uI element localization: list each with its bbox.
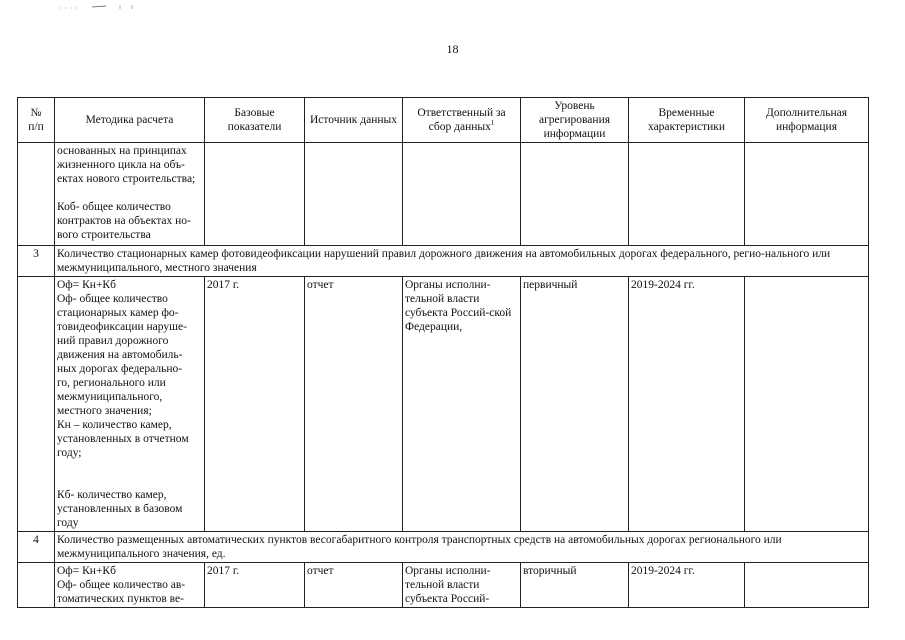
cell-source: отчет — [305, 563, 403, 608]
cell-source — [305, 143, 403, 246]
method-line: основанных на принципах — [57, 145, 187, 157]
cell-time: 2019-2024 гг. — [629, 563, 745, 608]
cell-extra — [745, 563, 869, 608]
section-title: Количество размещенных автоматических пунктов весогабаритного контроля транспортных средств на автомобильных дорогах регионального или межмуниципального значения, ед. — [55, 532, 869, 563]
cell-level: вторичный — [521, 563, 629, 608]
method-line: движения на автомобиль- — [57, 349, 183, 361]
cell-responsible: Органы исполни-тельной власти субъекта Россий-ской Федерации, — [403, 277, 521, 532]
cell-base — [205, 143, 305, 246]
header-level: Уровень агрегирования информации — [521, 98, 629, 143]
scan-artifact-marks — [60, 2, 180, 12]
method-line: контрактов на объектах но- — [57, 215, 191, 227]
method-line: установленных в базовом — [57, 503, 183, 515]
cell-base: 2017 г. — [205, 277, 305, 532]
method-line: установленных в отчетном — [57, 433, 189, 445]
method-line: ных дорогах федерально- — [57, 363, 183, 375]
method-line: Кн – количество камер, — [57, 419, 172, 431]
indicators-table — [17, 97, 869, 608]
section-row-3 — [18, 246, 869, 277]
cell-extra — [745, 143, 869, 246]
cell-method — [55, 277, 205, 532]
method-line: ний правил дорожного — [57, 335, 169, 347]
header-extra: Дополнительная информация — [745, 98, 869, 143]
cell-extra — [745, 277, 869, 532]
method-line: ектах нового строительства; — [57, 173, 196, 185]
page-number: 18 — [446, 42, 459, 56]
method-line: вого строительства — [57, 229, 151, 241]
method-line: жизненного цикла на объ- — [57, 159, 185, 171]
method-line: Оф= Кн+Кб — [57, 279, 116, 291]
method-line: Коб- общее количество — [57, 201, 171, 213]
cell-num — [18, 277, 55, 532]
method-line: межмуниципального, — [57, 391, 163, 403]
section-row-4 — [18, 532, 869, 563]
method-line: местного значения; — [57, 405, 152, 417]
method-line: Оф- общее количество ав- — [57, 579, 186, 591]
header-num: № п/п — [18, 98, 55, 143]
header-time: Временные характеристики — [629, 98, 745, 143]
cell-method — [55, 143, 205, 246]
row-number: 4 — [18, 532, 55, 563]
cell-responsible — [403, 143, 521, 246]
header-method: Методика расчета — [55, 98, 205, 143]
cell-num — [18, 143, 55, 246]
method-line: Оф- общее количество — [57, 293, 168, 305]
cell-level: первичный — [521, 277, 629, 532]
table-row-4 — [18, 563, 869, 608]
method-line: стационарных камер фо- — [57, 307, 179, 319]
cell-time — [629, 143, 745, 246]
method-line: товидеофиксации наруше- — [57, 321, 187, 333]
header-base: Базовые показатели — [205, 98, 305, 143]
header-source: Источник данных — [305, 98, 403, 143]
cell-source: отчет — [305, 277, 403, 532]
cell-responsible: Органы исполни-тельной власти субъекта Россий- — [403, 563, 521, 608]
cell-method — [55, 563, 205, 608]
table-row-3 — [18, 277, 869, 532]
table-row-continuation — [18, 143, 869, 246]
cell-level — [521, 143, 629, 246]
row-number: 3 — [18, 246, 55, 277]
cell-time: 2019-2024 гг. — [629, 277, 745, 532]
method-line: Оф= Кн+Кб — [57, 565, 116, 577]
cell-base: 2017 г. — [205, 563, 305, 608]
footnote-marker: 1 — [490, 119, 495, 128]
method-line: Кб- количество камер, — [57, 489, 167, 501]
cell-num — [18, 563, 55, 608]
method-line: году — [57, 517, 79, 529]
section-title: Количество стационарных камер фотовидеофиксации нарушений правил дорожного движения на автомобильных дорогах федерального, регио-нального или межмуниципального, местного значения — [55, 246, 869, 277]
method-line: году; — [57, 447, 82, 459]
method-line: го, регионального или — [57, 377, 166, 389]
method-line: томатических пунктов ве- — [57, 593, 184, 605]
table-header-row — [18, 98, 869, 143]
header-responsible: Ответственный за сбор данных$^1$ — [403, 98, 521, 143]
